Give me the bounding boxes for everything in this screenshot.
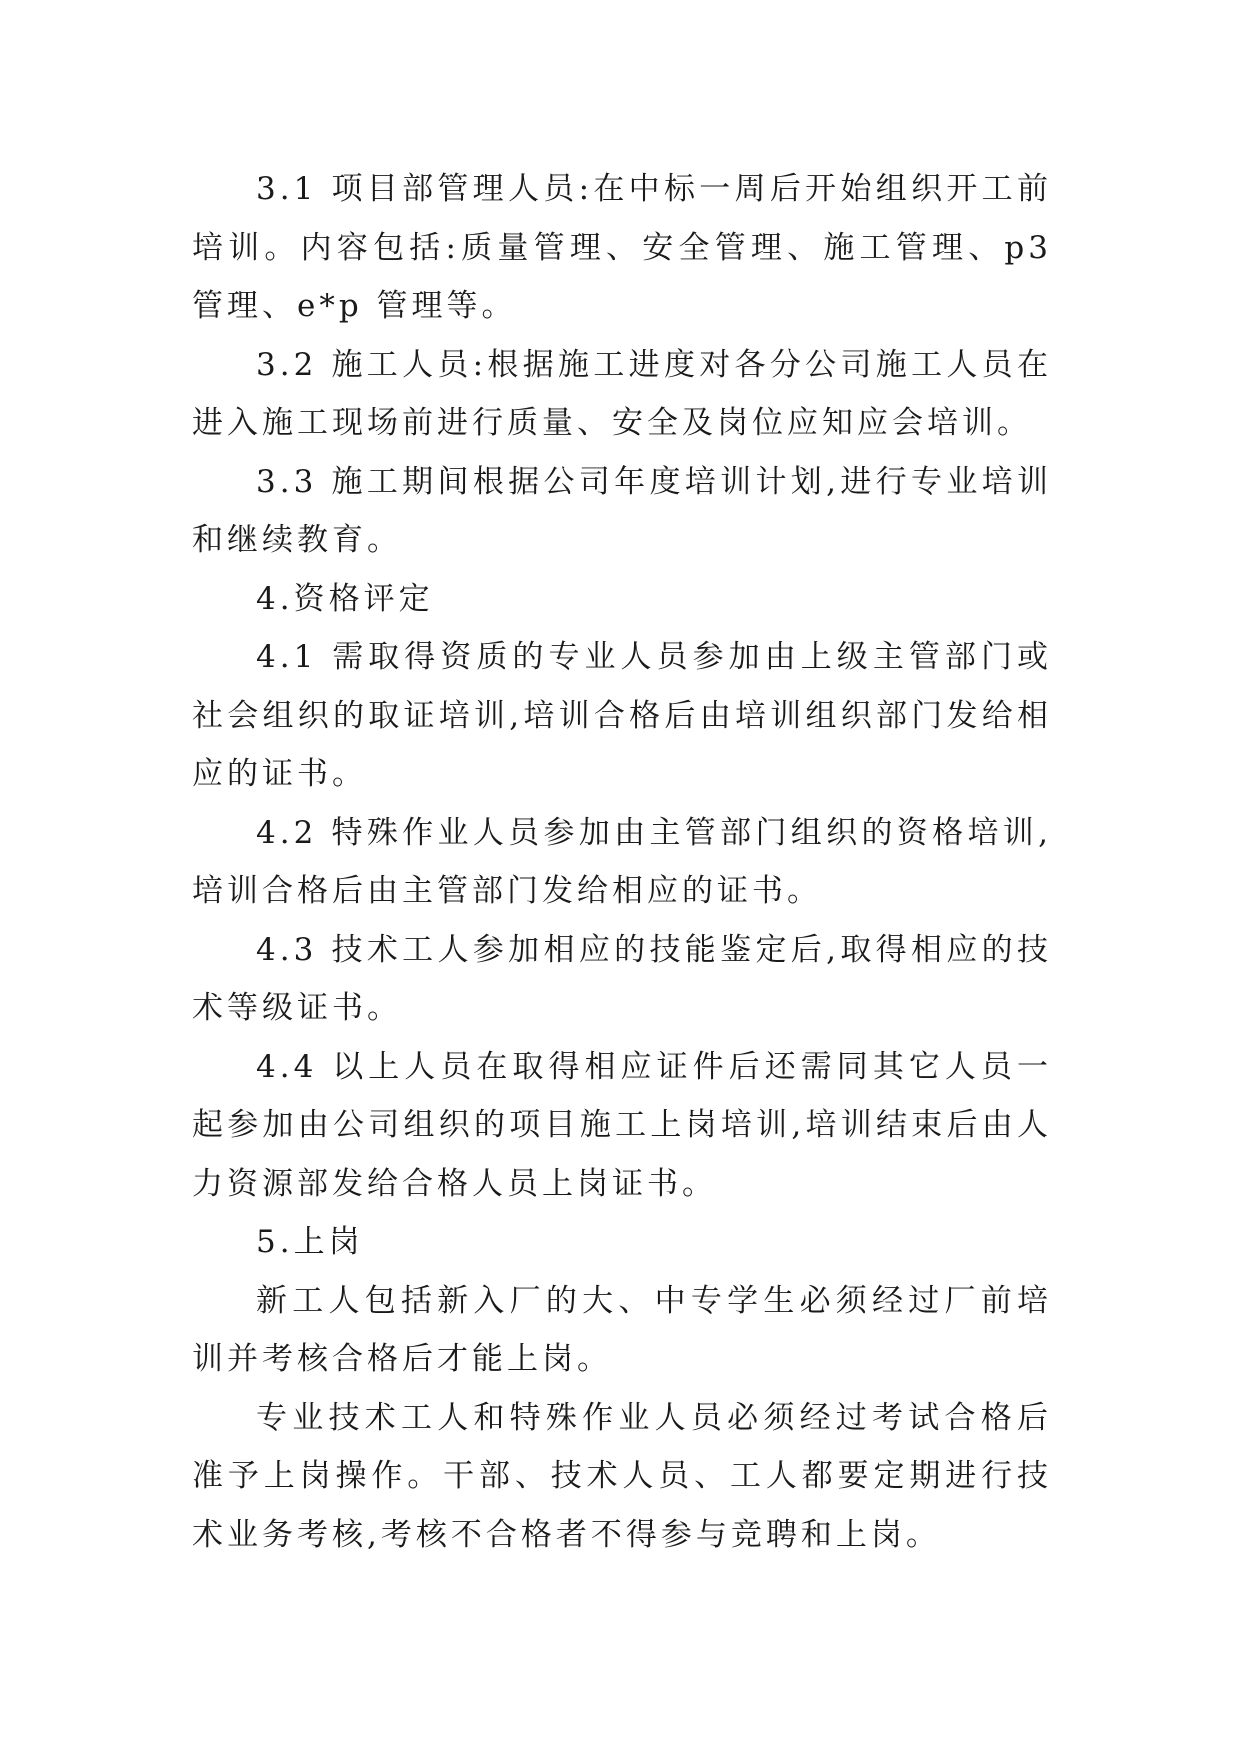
paragraph-5-new-workers: 新工人包括新入厂的大、中专学生必须经过厂前培训并考核合格后才能上岗。 bbox=[192, 1282, 1052, 1377]
paragraph-4-2: 4.2 特殊作业人员参加由主管部门组织的资格培训,培训合格后由主管部门发给相应的证书。 bbox=[192, 814, 1052, 909]
section-heading-4: 4.资格评定 bbox=[256, 580, 434, 617]
section-heading-5: 5.上岗 bbox=[256, 1224, 364, 1260]
document-body bbox=[192, 160, 1052, 1564]
paragraph-4-1: 4.1 需取得资质的专业人员参加由上级主管部门或社会组织的取证培训,培训合格后由培训组织部门发给相应的证书。 bbox=[192, 639, 1052, 792]
paragraph-4-3: 4.3 技术工人参加相应的技能鉴定后,取得相应的技术等级证书。 bbox=[192, 931, 1052, 1026]
paragraph-4-4: 4.4 以上人员在取得相应证件后还需同其它人员一起参加由公司组织的项目施工上岗培训,培训结束后由人力资源部发给合格人员上岗证书。 bbox=[192, 1048, 1052, 1202]
paragraph-3-2: 3.2 施工人员:根据施工进度对各分公司施工人员在进入施工现场前进行质量、安全及岗位应知应会培训。 bbox=[192, 346, 1052, 441]
paragraph-3-3: 3.3 施工期间根据公司年度培训计划,进行专业培训和继续教育。 bbox=[192, 463, 1052, 558]
paragraph-3-1: 3.1 项目部管理人员:在中标一周后开始组织开工前培训。内容包括:质量管理、安全管理、施工管理、p3 管理、e*p 管理等。 bbox=[192, 171, 1052, 324]
paragraph-5-technical-workers: 专业技术工人和特殊作业人员必须经过考试合格后准予上岗操作。干部、技术人员、工人都要定期进行技术业务考核,考核不合格者不得参与竞聘和上岗。 bbox=[192, 1399, 1052, 1553]
